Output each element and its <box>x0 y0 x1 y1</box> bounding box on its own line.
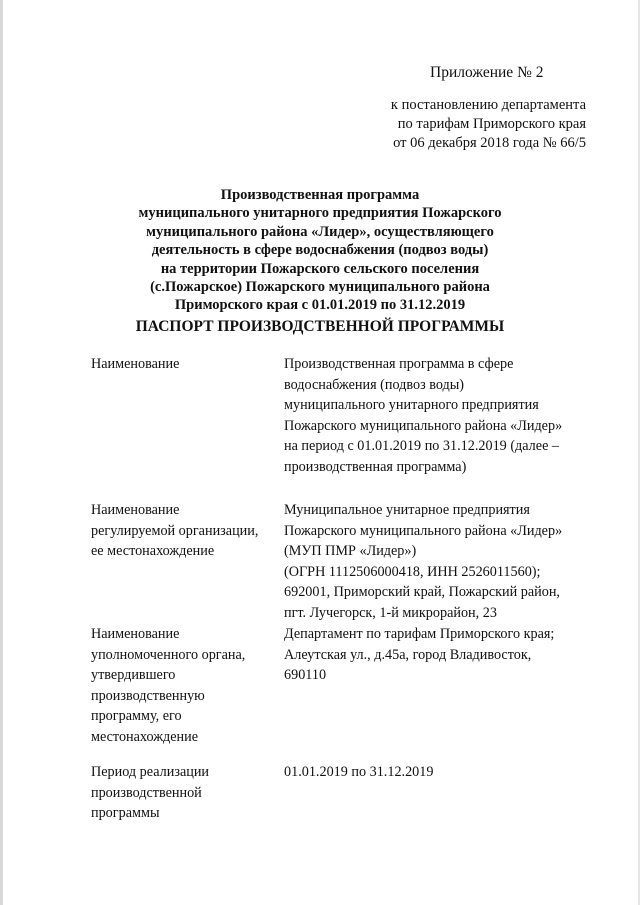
label-line: Наименование <box>91 502 180 518</box>
value-line: пгт. Лучегорск, 1-й микрорайон, 23 <box>284 604 497 621</box>
title-line: Приморского края с 01.01.2019 по 31.12.2019 <box>174 297 466 314</box>
label-line: местонахождение <box>91 728 199 745</box>
row-label <box>91 500 276 562</box>
program-title <box>120 186 520 315</box>
title-line: на территории Пожарского сельского поселения <box>160 260 480 277</box>
title-line: деятельность в сфере водоснабжения (подвоз воды) <box>151 242 489 259</box>
title-line: муниципального унитарного предприятия Пожарского <box>138 205 502 222</box>
value-line: муниципального унитарного предприятия <box>284 397 539 413</box>
label-line: Наименование <box>91 356 180 372</box>
value-line: 690110 <box>284 667 327 683</box>
value-line: Муниципальное унитарное предприятия <box>284 502 530 518</box>
label-line: утвердившего <box>91 667 176 683</box>
label-line: производственную <box>91 687 205 704</box>
value-line: Производственная программа в сфере <box>284 356 514 372</box>
label-line: Период реализации <box>91 764 210 780</box>
label-line: Наименование <box>91 626 180 642</box>
value-line: на период с 01.01.2019 по 31.12.2019 (далее – <box>284 438 560 454</box>
value-line: Департамент по тарифам Приморского края; <box>284 626 555 642</box>
label-line: регулируемой организации, <box>91 522 259 539</box>
label-line: программу, его <box>91 708 182 724</box>
row-value <box>284 500 604 623</box>
value-line: Пожарского муниципального района «Лидер» <box>284 522 563 539</box>
value-line: (ОГРН 1112506000418, ИНН 2526011560); <box>284 563 541 580</box>
row-value <box>284 354 604 477</box>
decree-line: к постановлению департамента <box>390 97 586 113</box>
title-line: Производственная программа <box>220 187 420 203</box>
row-value <box>284 624 604 686</box>
value-line: водоснабжения (подвоз воды) <box>284 376 465 393</box>
value-line: Алеутская ул., д.45а, город Владивосток, <box>284 646 532 663</box>
value-line: производственная программа) <box>284 458 467 475</box>
scan-edge-left <box>0 0 3 905</box>
value-line: (МУП ПМР «Лидер») <box>284 543 417 559</box>
value-line: Пожарского муниципального района «Лидер» <box>284 417 563 434</box>
decree-line: по тарифам Приморского края <box>397 116 586 132</box>
decree-line: от 06 декабря 2018 года № 66/5 <box>393 135 586 151</box>
row-label <box>91 354 276 375</box>
decree-reference <box>384 96 586 153</box>
row-value <box>284 762 604 783</box>
label-line: производственной <box>91 784 202 801</box>
label-line: уполномоченного органа, <box>91 646 246 663</box>
appendix-number: Приложение № 2 <box>430 64 544 81</box>
passport-heading: ПАСПОРТ ПРОИЗВОДСТВЕННОЙ ПРОГРАММЫ <box>135 318 505 335</box>
row-label <box>91 762 276 824</box>
value-line: 692001, Приморский край, Пожарский район, <box>284 584 560 600</box>
value-line: 01.01.2019 по 31.12.2019 <box>284 764 434 780</box>
label-line: ее местонахождение <box>91 543 215 559</box>
title-line: муниципального района «Лидер», осуществляющего <box>146 223 494 240</box>
title-line: (с.Пожарское) Пожарского муниципального района <box>150 279 490 296</box>
row-label <box>91 624 276 747</box>
label-line: программы <box>91 805 160 821</box>
